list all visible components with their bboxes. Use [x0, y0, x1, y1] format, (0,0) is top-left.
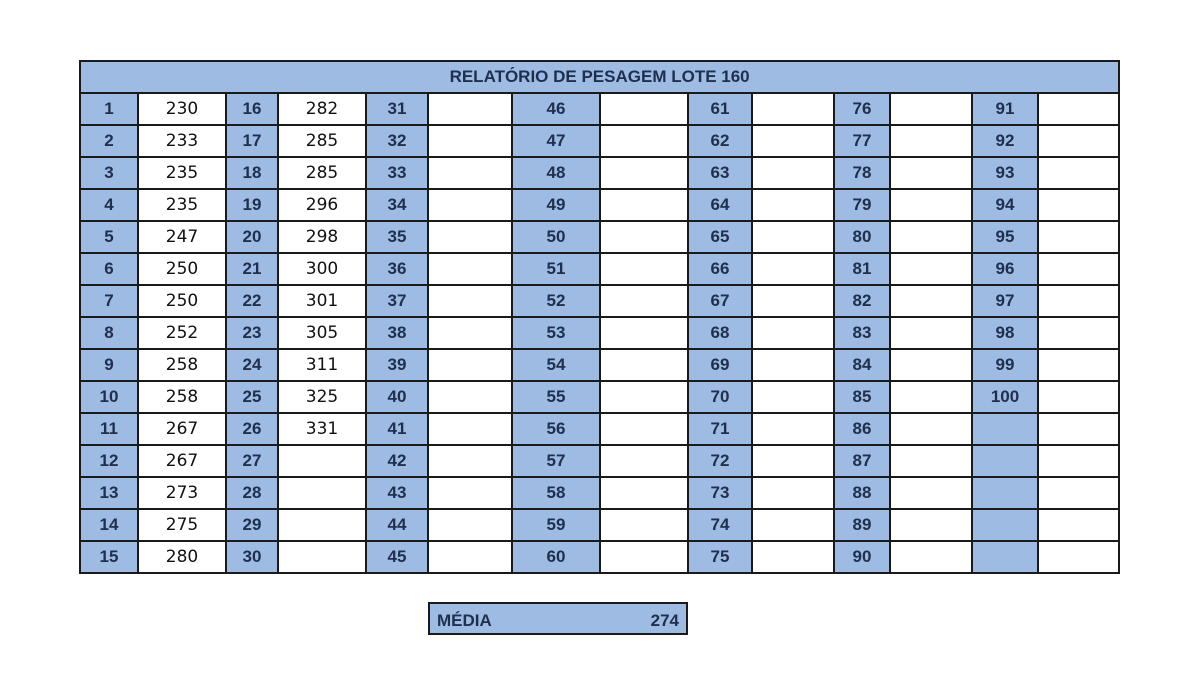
- row-number-cell: 33: [366, 157, 428, 189]
- weight-value-cell[interactable]: [1038, 381, 1119, 413]
- row-number-cell: 47: [512, 125, 600, 157]
- weight-value-cell[interactable]: [752, 317, 834, 349]
- table-row: [80, 125, 1119, 157]
- row-number-cell: 96: [972, 253, 1038, 285]
- weight-value-cell[interactable]: [890, 381, 972, 413]
- weight-value-cell[interactable]: 250: [138, 285, 226, 317]
- row-number-cell: 21: [226, 253, 278, 285]
- weight-value-cell[interactable]: 285: [278, 157, 366, 189]
- weight-value-cell[interactable]: [428, 541, 512, 573]
- row-number-cell: 97: [972, 285, 1038, 317]
- row-number-cell: 29: [226, 509, 278, 541]
- weight-value-cell[interactable]: [752, 221, 834, 253]
- row-number-cell: 7: [80, 285, 138, 317]
- row-number-cell: 69: [688, 349, 752, 381]
- weight-value-cell[interactable]: [1038, 317, 1119, 349]
- row-number-cell: 72: [688, 445, 752, 477]
- table-row: [80, 253, 1119, 285]
- table-row: [80, 541, 1119, 573]
- row-number-cell: 6: [80, 253, 138, 285]
- row-number-cell: 45: [366, 541, 428, 573]
- row-number-cell: 9: [80, 349, 138, 381]
- table-row: [80, 317, 1119, 349]
- row-number-cell: 5: [80, 221, 138, 253]
- weight-value-cell[interactable]: 300: [278, 253, 366, 285]
- weight-value-cell[interactable]: [428, 253, 512, 285]
- table-row: [80, 157, 1119, 189]
- weight-value-cell[interactable]: 282: [278, 93, 366, 125]
- weight-value-cell[interactable]: [1038, 349, 1119, 381]
- row-number-cell: 31: [366, 93, 428, 125]
- row-number-cell: 54: [512, 349, 600, 381]
- row-number-cell: 46: [512, 93, 600, 125]
- table-row: [80, 221, 1119, 253]
- row-number-cell: 2: [80, 125, 138, 157]
- weight-value-cell[interactable]: [600, 125, 688, 157]
- weight-value-cell[interactable]: [1038, 125, 1119, 157]
- row-number-cell: 36: [366, 253, 428, 285]
- weight-value-cell[interactable]: 285: [278, 125, 366, 157]
- weight-value-cell[interactable]: [890, 253, 972, 285]
- weight-value-cell[interactable]: 280: [138, 541, 226, 573]
- weight-value-cell[interactable]: [752, 157, 834, 189]
- weight-value-cell[interactable]: [428, 125, 512, 157]
- weight-value-cell[interactable]: [600, 381, 688, 413]
- row-number-cell: 60: [512, 541, 600, 573]
- row-number-cell: 16: [226, 93, 278, 125]
- row-number-cell: 41: [366, 413, 428, 445]
- row-number-cell: 1: [80, 93, 138, 125]
- row-number-cell: 55: [512, 381, 600, 413]
- weight-value-cell[interactable]: 252: [138, 317, 226, 349]
- weight-value-cell[interactable]: 235: [138, 157, 226, 189]
- table-body: [80, 93, 1119, 573]
- weight-value-cell[interactable]: [752, 125, 834, 157]
- row-number-cell: 3: [80, 157, 138, 189]
- weight-value-cell[interactable]: [428, 381, 512, 413]
- weight-value-cell[interactable]: [1038, 413, 1119, 445]
- weight-value-cell[interactable]: [890, 541, 972, 573]
- row-number-cell: 48: [512, 157, 600, 189]
- weight-value-cell[interactable]: [600, 445, 688, 477]
- row-number-cell: 84: [834, 349, 890, 381]
- weight-value-cell[interactable]: [600, 157, 688, 189]
- row-number-cell: 75: [688, 541, 752, 573]
- table-row: [80, 509, 1119, 541]
- row-number-cell: [972, 477, 1038, 509]
- row-number-cell: 27: [226, 445, 278, 477]
- row-number-cell: 59: [512, 509, 600, 541]
- row-number-cell: 10: [80, 381, 138, 413]
- row-number-cell: 71: [688, 413, 752, 445]
- weight-value-cell[interactable]: [428, 317, 512, 349]
- row-number-cell: 32: [366, 125, 428, 157]
- row-number-cell: 50: [512, 221, 600, 253]
- weight-value-cell[interactable]: [600, 253, 688, 285]
- weight-value-cell[interactable]: [890, 413, 972, 445]
- weight-value-cell[interactable]: [752, 445, 834, 477]
- weight-value-cell[interactable]: 325: [278, 381, 366, 413]
- average-box: [428, 602, 688, 635]
- table-row: [80, 285, 1119, 317]
- weight-value-cell[interactable]: [600, 349, 688, 381]
- row-number-cell: 77: [834, 125, 890, 157]
- row-number-cell: 74: [688, 509, 752, 541]
- weight-value-cell[interactable]: [890, 509, 972, 541]
- weight-value-cell[interactable]: [752, 381, 834, 413]
- weight-value-cell[interactable]: [752, 413, 834, 445]
- weight-value-cell[interactable]: 233: [138, 125, 226, 157]
- table-row: [80, 381, 1119, 413]
- weight-value-cell[interactable]: [428, 221, 512, 253]
- weight-value-cell[interactable]: [1038, 93, 1119, 125]
- table-row: [80, 349, 1119, 381]
- row-number-cell: 79: [834, 189, 890, 221]
- row-number-cell: 85: [834, 381, 890, 413]
- row-number-cell: 92: [972, 125, 1038, 157]
- row-number-cell: 100: [972, 381, 1038, 413]
- weight-value-cell[interactable]: [890, 93, 972, 125]
- row-number-cell: 58: [512, 477, 600, 509]
- weight-value-cell[interactable]: [752, 477, 834, 509]
- row-number-cell: 42: [366, 445, 428, 477]
- weight-value-cell[interactable]: 311: [278, 349, 366, 381]
- row-number-cell: 38: [366, 317, 428, 349]
- weight-value-cell[interactable]: 275: [138, 509, 226, 541]
- row-number-cell: 8: [80, 317, 138, 349]
- row-number-cell: [972, 413, 1038, 445]
- row-number-cell: 78: [834, 157, 890, 189]
- weight-value-cell[interactable]: [428, 157, 512, 189]
- row-number-cell: 61: [688, 93, 752, 125]
- row-number-cell: 37: [366, 285, 428, 317]
- row-number-cell: 80: [834, 221, 890, 253]
- weight-value-cell[interactable]: [1038, 189, 1119, 221]
- row-number-cell: 64: [688, 189, 752, 221]
- weight-value-cell[interactable]: [428, 413, 512, 445]
- row-number-cell: 70: [688, 381, 752, 413]
- weight-value-cell[interactable]: 230: [138, 93, 226, 125]
- weight-value-cell[interactable]: [890, 349, 972, 381]
- weight-value-cell[interactable]: [890, 445, 972, 477]
- row-number-cell: 51: [512, 253, 600, 285]
- row-number-cell: 49: [512, 189, 600, 221]
- report-title: RELATÓRIO DE PESAGEM LOTE 160: [80, 61, 1119, 93]
- row-number-cell: 43: [366, 477, 428, 509]
- row-number-cell: 34: [366, 189, 428, 221]
- row-number-cell: 66: [688, 253, 752, 285]
- weight-value-cell[interactable]: [890, 221, 972, 253]
- row-number-cell: 82: [834, 285, 890, 317]
- table-row: [80, 477, 1119, 509]
- row-number-cell: 93: [972, 157, 1038, 189]
- weight-value-cell[interactable]: [752, 541, 834, 573]
- weight-value-cell[interactable]: [600, 541, 688, 573]
- weight-value-cell[interactable]: [600, 413, 688, 445]
- weight-value-cell[interactable]: 258: [138, 349, 226, 381]
- row-number-cell: 15: [80, 541, 138, 573]
- row-number-cell: [972, 445, 1038, 477]
- row-number-cell: 19: [226, 189, 278, 221]
- weight-value-cell[interactable]: 267: [138, 413, 226, 445]
- row-number-cell: 81: [834, 253, 890, 285]
- weight-value-cell[interactable]: [1038, 221, 1119, 253]
- weight-value-cell[interactable]: [428, 189, 512, 221]
- row-number-cell: 30: [226, 541, 278, 573]
- row-number-cell: 62: [688, 125, 752, 157]
- row-number-cell: [972, 509, 1038, 541]
- row-number-cell: 28: [226, 477, 278, 509]
- weight-value-cell[interactable]: [890, 189, 972, 221]
- row-number-cell: 40: [366, 381, 428, 413]
- weight-value-cell[interactable]: [600, 93, 688, 125]
- weight-value-cell[interactable]: [752, 253, 834, 285]
- table-row: [80, 413, 1119, 445]
- row-number-cell: 56: [512, 413, 600, 445]
- row-number-cell: 73: [688, 477, 752, 509]
- average-label: MÉDIA: [437, 611, 492, 630]
- weight-value-cell[interactable]: [890, 477, 972, 509]
- row-number-cell: 52: [512, 285, 600, 317]
- row-number-cell: 12: [80, 445, 138, 477]
- table-row: [80, 445, 1119, 477]
- row-number-cell: 99: [972, 349, 1038, 381]
- weight-value-cell[interactable]: [278, 445, 366, 477]
- weight-value-cell[interactable]: [752, 189, 834, 221]
- row-number-cell: 13: [80, 477, 138, 509]
- weight-value-cell[interactable]: 247: [138, 221, 226, 253]
- row-number-cell: 91: [972, 93, 1038, 125]
- row-number-cell: 26: [226, 413, 278, 445]
- weighing-table: [79, 60, 1120, 574]
- row-number-cell: 22: [226, 285, 278, 317]
- row-number-cell: 23: [226, 317, 278, 349]
- weight-value-cell[interactable]: [428, 477, 512, 509]
- table-row: [80, 189, 1119, 221]
- weight-value-cell[interactable]: 250: [138, 253, 226, 285]
- weight-value-cell[interactable]: 235: [138, 189, 226, 221]
- weight-value-cell[interactable]: [1038, 541, 1119, 573]
- weight-value-cell[interactable]: [752, 349, 834, 381]
- weight-value-cell[interactable]: 273: [138, 477, 226, 509]
- weight-value-cell[interactable]: [890, 125, 972, 157]
- row-number-cell: 83: [834, 317, 890, 349]
- row-number-cell: 39: [366, 349, 428, 381]
- row-number-cell: 88: [834, 477, 890, 509]
- row-number-cell: 25: [226, 381, 278, 413]
- row-number-cell: 35: [366, 221, 428, 253]
- row-number-cell: 95: [972, 221, 1038, 253]
- row-number-cell: 94: [972, 189, 1038, 221]
- weight-value-cell[interactable]: [600, 221, 688, 253]
- weight-value-cell[interactable]: [890, 285, 972, 317]
- table-row: [80, 93, 1119, 125]
- weight-value-cell[interactable]: [1038, 509, 1119, 541]
- weight-value-cell[interactable]: [752, 285, 834, 317]
- row-number-cell: 76: [834, 93, 890, 125]
- row-number-cell: 57: [512, 445, 600, 477]
- weight-value-cell[interactable]: [1038, 253, 1119, 285]
- weight-value-cell[interactable]: [600, 317, 688, 349]
- row-number-cell: [972, 541, 1038, 573]
- weight-value-cell[interactable]: [1038, 477, 1119, 509]
- weight-value-cell[interactable]: 305: [278, 317, 366, 349]
- row-number-cell: 14: [80, 509, 138, 541]
- row-number-cell: 20: [226, 221, 278, 253]
- row-number-cell: 65: [688, 221, 752, 253]
- row-number-cell: 17: [226, 125, 278, 157]
- weight-value-cell[interactable]: [1038, 445, 1119, 477]
- weight-value-cell[interactable]: [428, 349, 512, 381]
- row-number-cell: 68: [688, 317, 752, 349]
- weight-value-cell[interactable]: [428, 509, 512, 541]
- weighing-report-sheet: [79, 60, 1118, 574]
- row-number-cell: 11: [80, 413, 138, 445]
- weight-value-cell[interactable]: 267: [138, 445, 226, 477]
- row-number-cell: 44: [366, 509, 428, 541]
- weight-value-cell[interactable]: 298: [278, 221, 366, 253]
- weight-value-cell[interactable]: [890, 317, 972, 349]
- weight-value-cell[interactable]: [600, 189, 688, 221]
- row-number-cell: 4: [80, 189, 138, 221]
- row-number-cell: 90: [834, 541, 890, 573]
- weight-value-cell[interactable]: [1038, 157, 1119, 189]
- weight-value-cell[interactable]: 296: [278, 189, 366, 221]
- row-number-cell: 89: [834, 509, 890, 541]
- weight-value-cell[interactable]: [600, 285, 688, 317]
- row-number-cell: 67: [688, 285, 752, 317]
- row-number-cell: 98: [972, 317, 1038, 349]
- row-number-cell: 63: [688, 157, 752, 189]
- weight-value-cell[interactable]: [752, 509, 834, 541]
- row-number-cell: 87: [834, 445, 890, 477]
- weight-value-cell[interactable]: [278, 541, 366, 573]
- row-number-cell: 24: [226, 349, 278, 381]
- weight-value-cell[interactable]: 331: [278, 413, 366, 445]
- weight-value-cell[interactable]: [428, 285, 512, 317]
- weight-value-cell[interactable]: 258: [138, 381, 226, 413]
- row-number-cell: 18: [226, 157, 278, 189]
- weight-value-cell[interactable]: [428, 93, 512, 125]
- weight-value-cell[interactable]: [600, 509, 688, 541]
- average-value: 274: [650, 611, 679, 630]
- weight-value-cell[interactable]: 301: [278, 285, 366, 317]
- weight-value-cell[interactable]: [1038, 285, 1119, 317]
- weight-value-cell[interactable]: [600, 477, 688, 509]
- weight-value-cell[interactable]: [752, 93, 834, 125]
- weight-value-cell[interactable]: [278, 509, 366, 541]
- row-number-cell: 53: [512, 317, 600, 349]
- weight-value-cell[interactable]: [890, 157, 972, 189]
- weight-value-cell[interactable]: [428, 445, 512, 477]
- row-number-cell: 86: [834, 413, 890, 445]
- weight-value-cell[interactable]: [278, 477, 366, 509]
